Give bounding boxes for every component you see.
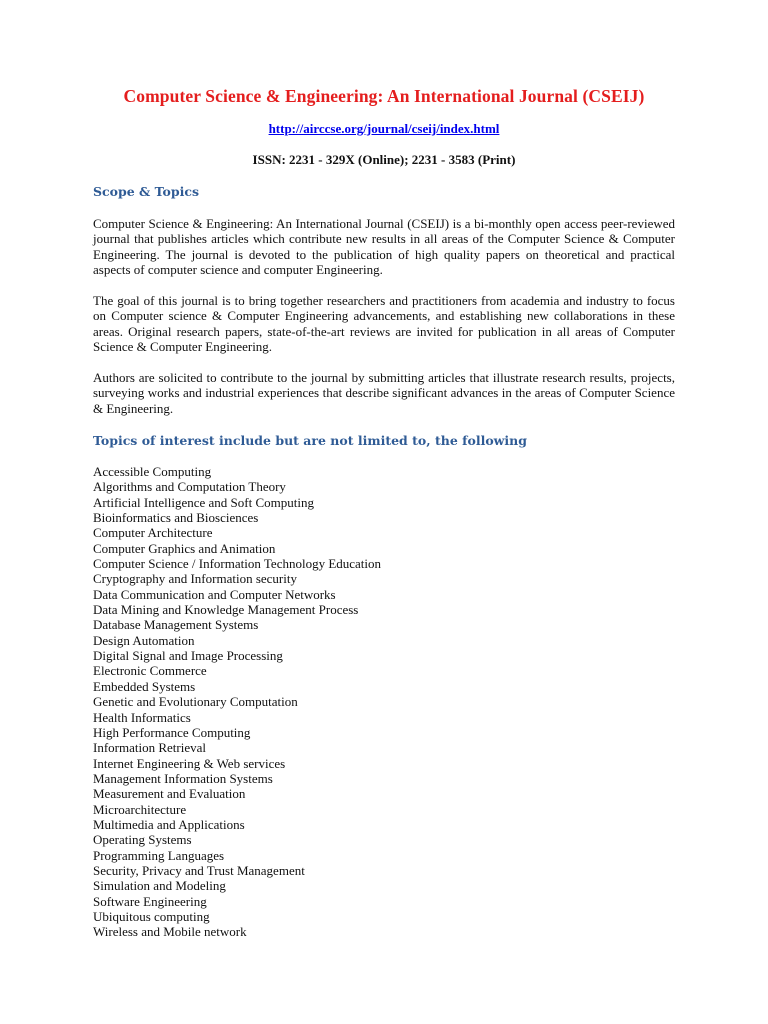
topic-item: Data Mining and Knowledge Management Process bbox=[93, 602, 359, 618]
topic-item: Management Information Systems bbox=[93, 770, 273, 786]
topic-item: Programming Languages bbox=[93, 847, 225, 863]
topic-item: Electronic Commerce bbox=[93, 663, 207, 679]
topic-item: Bioinformatics and Biosciences bbox=[93, 510, 259, 526]
journal-title: Computer Science & Engineering: An International Journal (CSEIJ) bbox=[123, 86, 645, 106]
topic-item: Cryptography and Information security bbox=[93, 571, 297, 587]
paragraph-authors: Authors are solicited to contribute to the journal by submitting articles that illustrate research results, projects, surveying works and industrial experiences that describe significant advances in the areas of Computer Science & Engineering. bbox=[93, 370, 675, 416]
topics-heading: Topics of interest include but are not limited to, the following bbox=[93, 433, 528, 448]
journal-url-link[interactable]: http://airccse.org/journal/cseij/index.html bbox=[268, 121, 500, 136]
topic-item: Design Automation bbox=[93, 632, 195, 648]
topic-item: Accessible Computing bbox=[93, 464, 212, 479]
topic-item: Computer Architecture bbox=[93, 525, 213, 541]
topic-item: Data Communication and Computer Networks bbox=[93, 586, 336, 602]
topic-item: Computer Graphics and Animation bbox=[93, 540, 276, 556]
topic-item: Health Informatics bbox=[93, 709, 191, 725]
scope-heading: Scope & Topics bbox=[93, 184, 199, 199]
topic-item: Wireless and Mobile network bbox=[93, 924, 247, 940]
topic-item: Operating Systems bbox=[93, 832, 192, 848]
issn-line: ISSN: 2231 - 329X (Online); 2231 - 3583 (Print) bbox=[252, 152, 516, 167]
topic-item: Information Retrieval bbox=[93, 740, 206, 756]
topic-item: Security, Privacy and Trust Management bbox=[93, 862, 305, 878]
topic-item: Simulation and Modeling bbox=[93, 878, 226, 894]
paragraph-intro: Computer Science & Engineering: An International Journal (CSEIJ) is a bi-monthly open access peer-reviewed journal that publishes articles which contribute new results in all areas of the Computer Science & Computer Engineering. The journal is devoted to the publication of high quality papers on theoretical and practical aspects of computer science and computer Engineering. bbox=[93, 216, 675, 277]
topic-item: Multimedia and Applications bbox=[93, 816, 245, 832]
topic-item: Genetic and Evolutionary Computation bbox=[93, 694, 298, 710]
paragraph-goal: The goal of this journal is to bring together researchers and practitioners from academia and industry to focus on Computer science & Computer Engineering advancements, and establishing new collaborations in these areas. Original research papers, state-of-the-art reviews are invited for publication in all areas of Computer Science & Computer Engineering. bbox=[93, 293, 675, 354]
topic-item: Computer Science / Information Technology Education bbox=[93, 556, 382, 572]
topic-item: Ubiquitous computing bbox=[93, 908, 210, 924]
topic-item: Microarchitecture bbox=[93, 801, 187, 817]
topic-item: Embedded Systems bbox=[93, 678, 196, 694]
topic-item: Software Engineering bbox=[93, 893, 207, 909]
topic-item: Internet Engineering & Web services bbox=[93, 755, 286, 771]
topic-item: Algorithms and Computation Theory bbox=[93, 479, 286, 495]
topic-item: Digital Signal and Image Processing bbox=[93, 648, 283, 664]
topic-item: Artificial Intelligence and Soft Computing bbox=[93, 494, 314, 510]
topic-item: High Performance Computing bbox=[93, 724, 251, 740]
topics-list bbox=[93, 464, 381, 940]
topic-item: Database Management Systems bbox=[93, 617, 259, 633]
topic-item: Measurement and Evaluation bbox=[93, 786, 246, 802]
